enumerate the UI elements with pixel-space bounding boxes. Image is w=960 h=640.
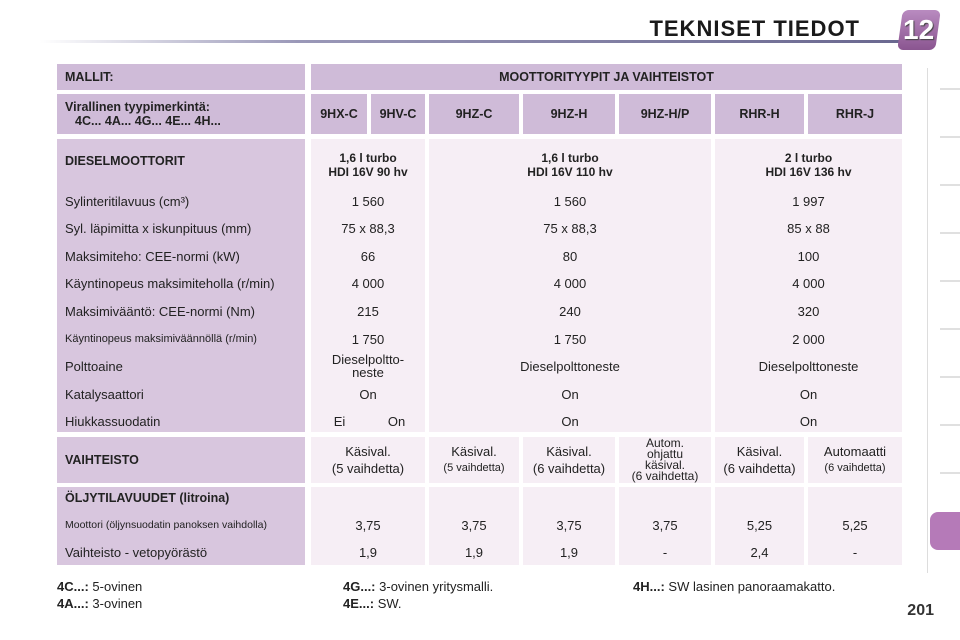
side-tab[interactable] [940, 328, 960, 330]
diesel-label: DIESELMOOTTORIT [65, 154, 185, 168]
footnote-code: 4A...: [57, 596, 89, 611]
spec-value: 1 750 [351, 331, 385, 347]
gear-oil-value: 2,4 [750, 544, 769, 560]
engine-oil-value: 5,25 [746, 517, 773, 533]
footnote-code: 4E...: [343, 596, 375, 611]
gearbox-cell [715, 437, 804, 483]
side-tab-active[interactable] [930, 512, 960, 550]
footnote [57, 596, 142, 611]
gearbox-line: käsival. [644, 458, 685, 472]
side-tab[interactable] [940, 472, 960, 474]
gearbox-cell [523, 437, 615, 483]
engine-oil-value: 3,75 [461, 517, 487, 533]
gearbox-cell [619, 437, 711, 483]
gear-oil-value: 1,9 [464, 544, 484, 560]
gearbox-line: (6 vaihdetta) [824, 462, 886, 474]
page-number: 201 [907, 602, 934, 619]
engine-oil-value: 3,75 [355, 517, 381, 533]
page-title: TEKNISET TIEDOT [649, 16, 860, 41]
footnote-text: 3-ovinen yritysmalli. [379, 579, 494, 594]
type-code: RHR-H [715, 94, 804, 134]
engine-oil-value: 3,75 [556, 517, 582, 533]
spec-label: Katalysaattori [65, 386, 144, 402]
gearbox-line: Automaatti [823, 444, 887, 459]
engine-name [429, 150, 711, 180]
engine-name-line: 2 l turbo [784, 151, 833, 165]
gearbox-line: Autom. [645, 436, 684, 450]
footnote [343, 596, 402, 611]
spec-value: Ei [333, 413, 346, 429]
spec-value: 75 x 88,3 [341, 220, 395, 236]
footnote-text: SW lasinen panoraamakatto. [668, 579, 836, 594]
spec-value: 2 000 [792, 331, 825, 347]
engine-name-line: HDI 16V 90 hv [328, 165, 408, 179]
gearbox-cell [311, 437, 425, 483]
side-tab[interactable] [940, 280, 960, 282]
engine-name-line: 1,6 l turbo [339, 151, 397, 165]
side-tab[interactable] [940, 184, 960, 186]
footnote-code: 4C...: [57, 579, 89, 594]
spec-value: 4 000 [792, 275, 825, 291]
spec-label: Polttoaine [65, 358, 123, 374]
spec-value: On [799, 386, 818, 402]
side-tab[interactable] [940, 136, 960, 138]
engine-name [715, 150, 902, 180]
spec-value: 66 [360, 248, 376, 264]
engine-types-label: MOOTTORITYYPIT JA VAIHTEISTOT [311, 64, 902, 90]
engine-name-line: 1,6 l turbo [541, 151, 599, 165]
spec-value: On [561, 386, 579, 402]
engine-name [311, 150, 425, 180]
gear-oil-value: 1,9 [559, 544, 579, 560]
side-tab[interactable] [940, 424, 960, 426]
spec-label: Hiukkassuodatin [65, 413, 161, 429]
spec-value: 100 [797, 248, 820, 264]
engine-name-line: HDI 16V 136 hv [765, 165, 852, 179]
spec-value: 1 560 [553, 193, 587, 209]
gear-oil-label: Vaihteisto - vetopyörästö [65, 544, 208, 560]
spec-value: On [799, 413, 818, 429]
footnote-text: 3-ovinen [92, 596, 143, 611]
footnote [343, 579, 493, 594]
type-code-label [57, 94, 305, 134]
spec-value: On [359, 386, 377, 402]
spec-value: 1 560 [351, 193, 385, 209]
spec-value: 80 [562, 248, 578, 264]
type-code: 9HZ-H [523, 94, 615, 134]
side-tab[interactable] [940, 88, 960, 90]
type-code: 9HV-C [371, 94, 425, 134]
footnote [633, 579, 835, 594]
oil-label: ÖLJYTILAVUUDET (litroina) [65, 491, 230, 505]
side-tab[interactable] [940, 376, 960, 378]
spec-label: Syl. läpimitta x iskunpituus (mm) [65, 220, 252, 236]
gearbox-line: (6 vaihdetta) [723, 461, 796, 476]
spec-value: 1 997 [792, 193, 825, 209]
gearbox-cell [808, 437, 902, 483]
engine-oil-value: 3,75 [652, 517, 678, 533]
footnote-text: SW. [377, 596, 402, 611]
engine-oil-label: Moottori (öljynsuodatin panoksen vaihdolla) [65, 519, 267, 531]
chapter-badge [897, 10, 941, 50]
spec-label: Sylinteritilavuus (cm³) [65, 193, 190, 209]
type-code: RHR-J [808, 94, 902, 134]
side-tab-strip [927, 68, 960, 573]
footnote-code: 4H...: [633, 579, 665, 594]
chapter-number: 12 [903, 14, 935, 45]
gearbox-line: ohjattu [646, 447, 684, 461]
spec-value: 1 750 [553, 331, 587, 347]
gearbox-line: (5 vaihdetta) [331, 461, 405, 476]
side-tab[interactable] [940, 232, 960, 234]
spec-label: Maksimiteho: CEE-normi (kW) [65, 248, 240, 264]
gearbox-cell [429, 437, 519, 483]
footnote-code: 4G...: [343, 579, 376, 594]
type-code-label-line: Virallinen tyypimerkintä: [65, 100, 210, 114]
type-code: 9HZ-C [429, 94, 519, 134]
engine-name-line: HDI 16V 110 hv [527, 165, 613, 179]
spec-value: 85 x 88 [787, 220, 830, 236]
engine-oil-value: 5,25 [842, 517, 868, 533]
spec-value: 4 000 [351, 275, 385, 291]
footnote-text: 5-ovinen [92, 579, 143, 594]
gearbox-label: VAIHTEISTO [57, 437, 305, 483]
spec-value: 320 [797, 303, 820, 319]
gearbox-line: Käsival. [345, 444, 391, 459]
gearbox-line: (6 vaihdetta) [532, 461, 606, 476]
spec-value: Dieselpoltto- neste [331, 352, 405, 380]
gear-oil-value: - [662, 544, 668, 560]
spec-value: 240 [559, 303, 581, 319]
gear-oil-value: 1,9 [358, 544, 378, 560]
spec-label: Käyntinopeus maksimiväännöllä (r/min) [65, 333, 257, 345]
gearbox-line: Käsival. [736, 444, 783, 459]
spec-value: Dieselpolttoneste [758, 358, 859, 374]
gearbox-line: (5 vaihdetta) [443, 462, 505, 474]
type-code: 9HZ-H/P [619, 94, 711, 134]
spec-value: On [561, 413, 579, 429]
footnote [57, 579, 142, 594]
gearbox-line: Käsival. [451, 444, 497, 459]
gearbox-line: Käsival. [546, 444, 592, 459]
type-code: 9HX-C [311, 94, 367, 134]
spec-value: 215 [357, 303, 379, 319]
spec-value: Dieselpolttoneste [520, 358, 620, 374]
models-label: MALLIT: [57, 64, 305, 90]
type-code-label-line: 4C... 4A... 4G... 4E... 4H... [75, 114, 221, 128]
spec-label: Maksimivääntö: CEE-normi (Nm) [65, 303, 255, 319]
spec-value: On [387, 413, 406, 429]
spec-label: Käyntinopeus maksimiteholla (r/min) [65, 275, 275, 291]
gear-oil-value: - [852, 544, 858, 560]
spec-value: 4 000 [553, 275, 587, 291]
gearbox-line: (6 vaihdetta) [631, 469, 699, 483]
spec-value: 75 x 88,3 [543, 220, 597, 236]
